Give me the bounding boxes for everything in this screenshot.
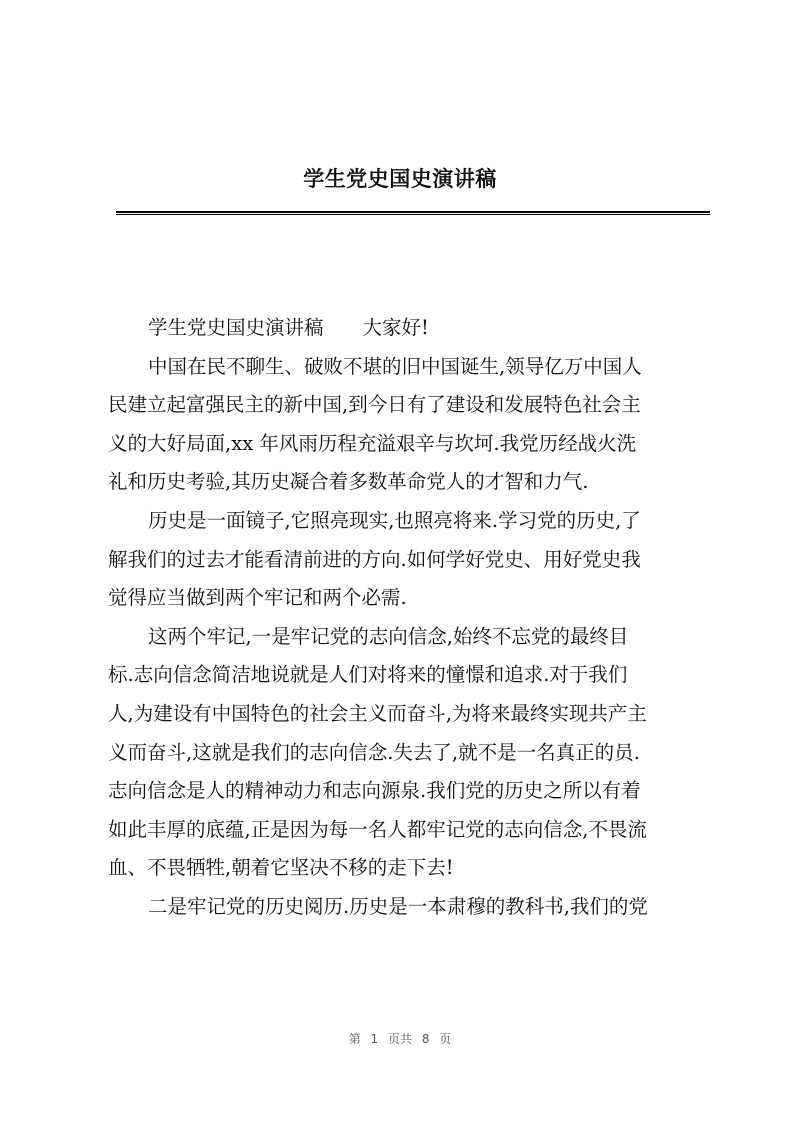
paragraph-line: 礼和历史考验,其历史凝合着多数革命党人的才智和力气. <box>108 470 589 494</box>
paragraph-line: 觉得应当做到两个牢记和两个必需. <box>108 586 407 610</box>
paragraph-line: 历史是一面镜子,它照亮现实,也照亮将来.学习党的历史,了 <box>148 508 641 532</box>
paragraph-line: 如此丰厚的底蕴,正是因为每一名人都牢记党的志向信念,不畏流 <box>108 817 647 841</box>
document-body <box>108 309 708 927</box>
title-divider <box>116 211 710 215</box>
paragraph-line: 中国在民不聊生、破败不堪的旧中国诞生,领导亿万中国人 <box>148 354 642 378</box>
paragraph-line: 这两个牢记,一是牢记党的志向信念,始终不忘党的最终目 <box>148 624 629 648</box>
paragraph-line: 义的大好局面,xx 年风雨历程充溢艰辛与坎坷.我党历经战火洗 <box>108 431 637 455</box>
page-title: 学生党史国史演讲稿 <box>303 167 497 191</box>
paragraph-line: 标.志向信念简洁地说就是人们对将来的憧憬和追求.对于我们 <box>108 663 628 687</box>
paragraph-line: 义而奋斗,这就是我们的志向信念.失去了,就不是一名真正的员. <box>108 740 640 764</box>
paragraph-line: 民建立起富强民主的新中国,到今日有了建设和发展特色社会主 <box>108 393 641 417</box>
paragraph-line: 二是牢记党的历史阅历.历史是一本肃穆的教科书,我们的党 <box>148 894 648 918</box>
paragraph-line: 志向信念是人的精神动力和志向源泉.我们党的历史之所以有着 <box>108 779 641 803</box>
paragraph-line: 人,为建设有中国特色的社会主义而奋斗,为将来最终实现共产主 <box>108 701 647 725</box>
page-footer: 第 1 页共 8 页 <box>348 1032 452 1046</box>
paragraph-line: 解我们的过去才能看清前进的方向.如何学好党史、用好党史我 <box>108 547 641 571</box>
paragraph-line: 血、不畏牺牲,朝着它坚决不移的走下去! <box>108 856 454 880</box>
paragraph-line: 学生党史国史演讲稿 大家好! <box>148 316 429 339</box>
